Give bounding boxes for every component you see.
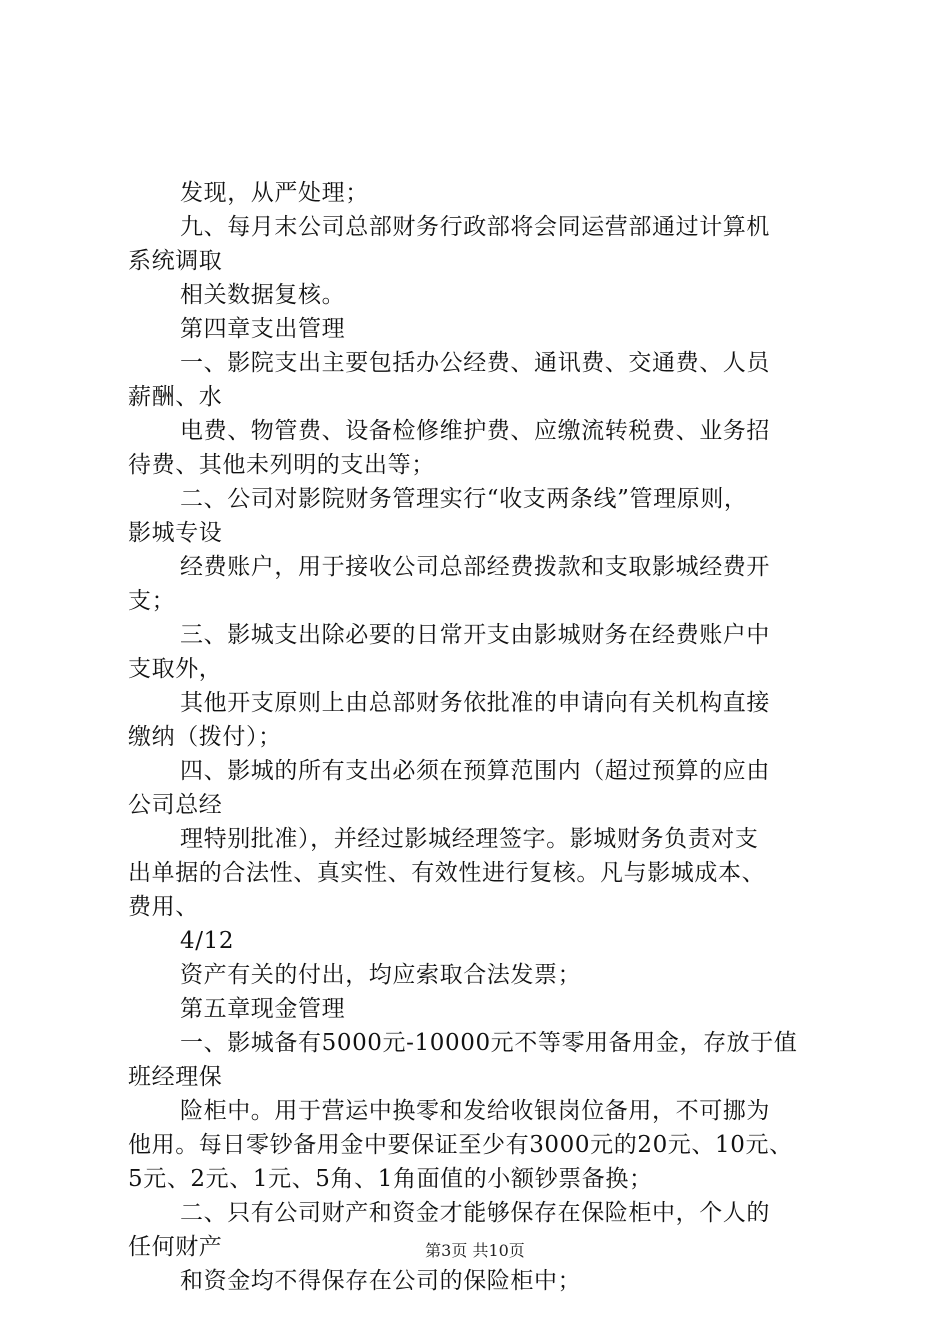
text-line: 一、影院支出主要包括办公经费、通讯费、交通费、人员 <box>180 350 770 376</box>
text-line: 其他开支原则上由总部财务依批准的申请向有关机构直接 <box>180 690 770 716</box>
text-line: 费用、 <box>128 894 199 920</box>
text-line: 九、每月末公司总部财务行政部将会同运营部通过计算机 <box>180 214 770 240</box>
text-line: 系统调取 <box>128 248 223 274</box>
text-line: 资产有关的付出，均应索取合法发票； <box>180 962 582 988</box>
text-line: 支取外， <box>128 656 223 682</box>
page-footer: 第3页 共10页 <box>425 1241 525 1260</box>
text-line: 任何财产 <box>128 1234 223 1260</box>
text-line: 二、公司对影院财务管理实行“收支两条线”管理原则， <box>180 486 748 512</box>
text-line: 出单据的合法性、真实性、有效性进行复核。凡与影城成本、 <box>128 860 766 886</box>
text-line: 经费账户，用于接收公司总部经费拨款和支取影城经费开 <box>180 554 770 580</box>
document-body <box>128 176 848 1298</box>
text-line: 4/12 <box>180 928 235 954</box>
text-line: 二、只有公司财产和资金才能够保存在保险柜中，个人的 <box>180 1200 770 1226</box>
text-line: 电费、物管费、设备检修维护费、应缴流转税费、业务招 <box>180 418 770 444</box>
text-line: 理特别批准），并经过影城经理签字。影城财务负责对支 <box>180 826 759 852</box>
text-line: 薪酬、水 <box>128 384 223 410</box>
text-line: 和资金均不得保存在公司的保险柜中； <box>180 1268 582 1294</box>
text-line: 相关数据复核。 <box>180 282 346 308</box>
text-line: 第五章现金管理 <box>180 996 346 1022</box>
text-line: 一、影城备有5000元-10000元不等零用备用金，存放于值 <box>180 1030 798 1056</box>
text-line: 三、影城支出除必要的日常开支由影城财务在经费账户中 <box>180 622 770 648</box>
text-line: 影城专设 <box>128 520 223 546</box>
text-line: 5元、2元、1元、5角、1角面值的小额钞票备换； <box>128 1166 653 1192</box>
text-line: 缴纳（拨付）； <box>128 724 282 750</box>
text-line: 发现，从严处理； <box>180 180 369 206</box>
text-line: 他用。每日零钞备用金中要保证至少有3000元的20元、10元、 <box>128 1132 793 1158</box>
text-line: 四、影城的所有支出必须在预算范围内（超过预算的应由 <box>180 758 770 784</box>
text-line: 公司总经 <box>128 792 223 818</box>
text-line: 第四章支出管理 <box>180 316 346 342</box>
text-line: 班经理保 <box>128 1064 223 1090</box>
text-line: 待费、其他未列明的支出等； <box>128 452 435 478</box>
text-line: 险柜中。用于营运中换零和发给收银岗位备用，不可挪为 <box>180 1098 770 1124</box>
text-line: 支； <box>128 588 176 614</box>
